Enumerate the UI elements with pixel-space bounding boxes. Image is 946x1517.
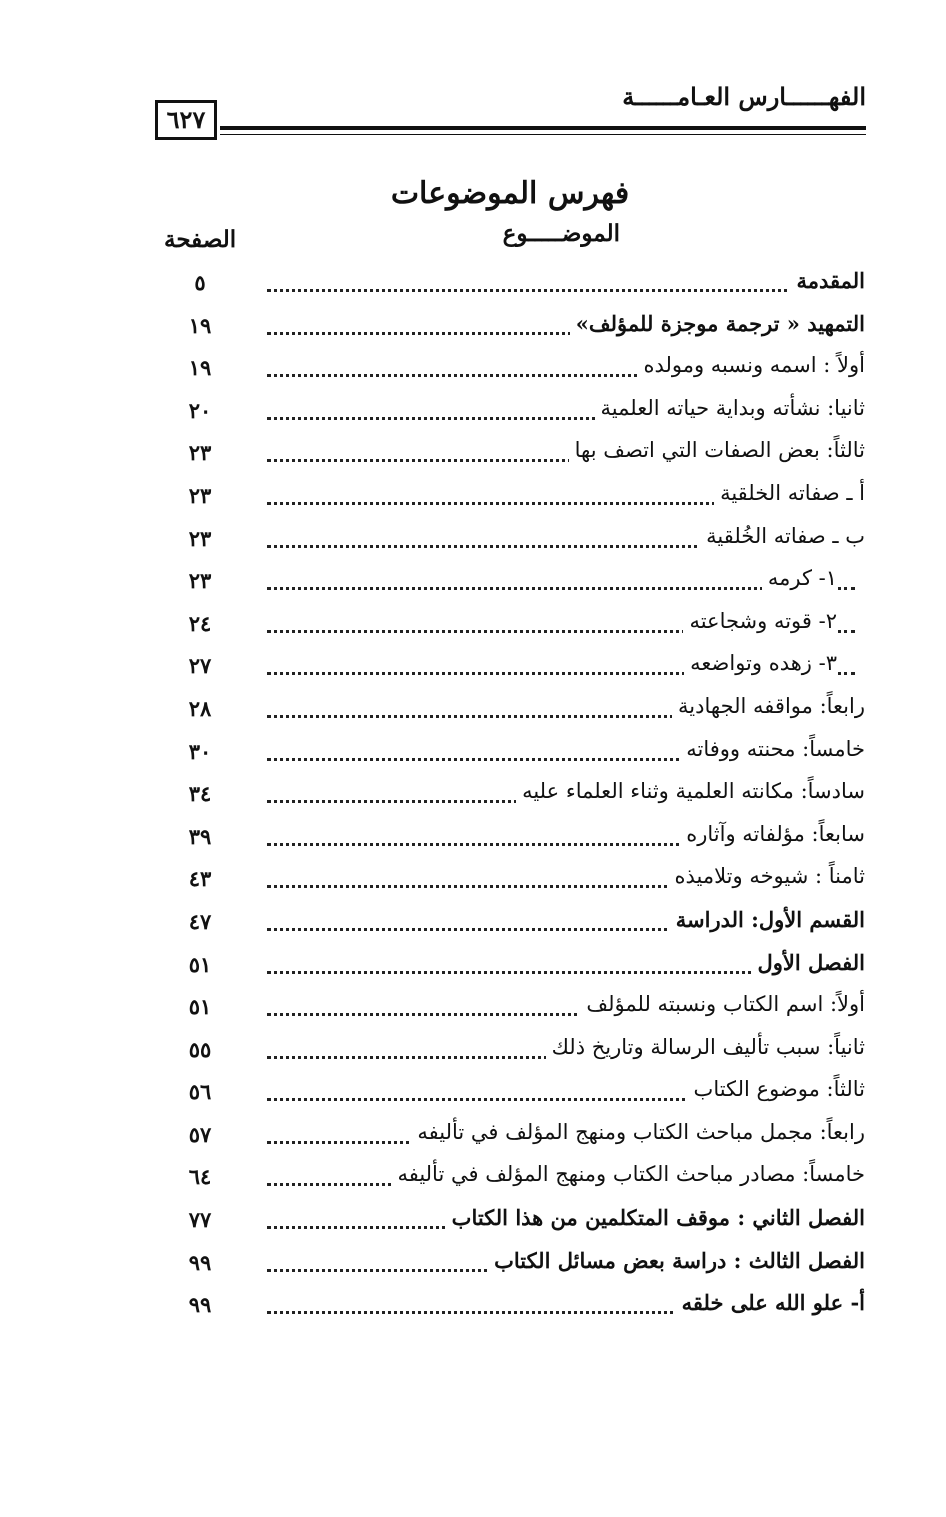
toc-entry-page: ٣٤ <box>188 781 212 807</box>
toc-entry[interactable] <box>155 816 865 859</box>
toc-entry-page: ٥١ <box>188 994 212 1020</box>
toc-entry-page: ٥ <box>194 270 206 295</box>
toc-entry-text: أولاً: اسم الكتاب ونسبته للمؤلف <box>580 992 865 1016</box>
toc-entry-text: أولاً : اسمه ونسبه ومولده <box>637 353 865 377</box>
toc-entry-page: ٢٧ <box>188 653 212 679</box>
toc-entry-text: خامساً: محنته ووفاته <box>680 737 865 761</box>
toc-title: فهرس الموضوعات <box>390 176 630 211</box>
toc-entry-page: ٥٦ <box>188 1079 212 1105</box>
toc-entry-text: ثامناً : شيوخه وتلاميذه <box>669 864 865 888</box>
toc-entry-text: خامساً: مصادر مباحث الكتاب ومنهج المؤلف في تأليفه <box>391 1162 865 1186</box>
toc-entry-page: ٢٨ <box>188 695 212 721</box>
toc-entry-text: ثالثاً: بعض الصفات التي اتصف بها <box>569 438 865 462</box>
toc-entry[interactable] <box>155 347 865 390</box>
toc-entry[interactable] <box>155 944 865 987</box>
toc-entry[interactable] <box>155 390 865 433</box>
toc-entry-text: أ- علو الله على خلقه <box>676 1290 865 1315</box>
toc-entry-text: ب ـ صفاته الخُلقية <box>700 524 865 548</box>
column-topic-heading: الموضـــــوع <box>502 220 620 247</box>
running-header <box>0 76 946 156</box>
toc-entry[interactable] <box>155 1029 865 1072</box>
toc-entry[interactable] <box>155 560 865 603</box>
header-rule-thin <box>220 134 866 135</box>
toc-entry-text: ٣- زهده وتواضعه <box>684 651 837 675</box>
column-page-heading: الصفحة <box>164 226 237 253</box>
toc-entry-page: ١٩ <box>188 312 212 338</box>
toc-list <box>155 262 865 1327</box>
toc-entry-text: أ ـ صفاته الخلقية <box>714 481 865 505</box>
toc-entry-page: ٢٣ <box>188 482 212 508</box>
toc-entry[interactable] <box>155 305 865 348</box>
toc-entry[interactable] <box>155 731 865 774</box>
toc-entry-page: ٩٩ <box>188 1292 212 1318</box>
toc-entry-text: الفصل الأول <box>752 950 866 975</box>
toc-entry-text: القسم الأول: الدراسة <box>670 907 865 932</box>
toc-entry[interactable] <box>155 262 865 305</box>
toc-entry[interactable] <box>155 1114 865 1157</box>
toc-entry-text: التمهيد « ترجمة موجزة للمؤلف» <box>570 311 865 336</box>
running-title: الفهــــــارس العـامــــــة <box>622 82 866 111</box>
toc-entry-page: ٢٣ <box>188 568 212 594</box>
toc-entry-page: ٥٥ <box>188 1036 212 1062</box>
toc-entry[interactable] <box>155 1242 865 1285</box>
toc-entry[interactable] <box>155 432 865 475</box>
toc-entry-page: ٥٧ <box>188 1121 212 1147</box>
toc-entry[interactable] <box>155 645 865 688</box>
toc-entry[interactable] <box>155 1156 865 1199</box>
toc-entry[interactable] <box>155 901 865 944</box>
header-rule <box>220 126 866 130</box>
page-number: ٦٢٧ <box>155 100 217 140</box>
toc-entry[interactable] <box>155 1071 865 1114</box>
toc-entry-page: ٢٤ <box>188 610 212 636</box>
toc-entry-page: ٣٠ <box>188 738 212 764</box>
toc-entry[interactable] <box>155 603 865 646</box>
toc-entry[interactable] <box>155 986 865 1029</box>
toc-entry-page: ٦٤ <box>188 1164 212 1190</box>
toc-entry-text: ثانيا: نشأته وبداية حياته العلمية <box>595 396 866 420</box>
toc-entry-text: رابعاً: مواقفه الجهادية <box>672 694 865 718</box>
toc-entry-page: ٤٧ <box>188 908 212 934</box>
toc-entry[interactable] <box>155 475 865 518</box>
toc-entry-page: ٥١ <box>188 951 212 977</box>
toc-entry-text: سادساً: مكانته العلمية وثناء العلماء عليه <box>516 779 865 803</box>
toc-entry-page: ٢٠ <box>188 397 212 423</box>
toc-entry-page: ٩٩ <box>188 1249 212 1275</box>
toc-entry-page: ٣٩ <box>188 823 212 849</box>
toc-entry-text: ثانياً: سبب تأليف الرسالة وتاريخ ذلك <box>546 1035 865 1059</box>
toc-entry-text: الفصل الثالث : دراسة بعض مسائل الكتاب <box>488 1248 865 1273</box>
toc-entry-text: رابعاً: مجمل مباحث الكتاب ومنهج المؤلف في تأليفه <box>411 1120 865 1144</box>
toc-entry[interactable] <box>155 1199 865 1242</box>
toc-entry[interactable] <box>155 1284 865 1327</box>
toc-entry-text: الفصل الثاني : موقف المتكلمين من هذا الكتاب <box>446 1205 865 1230</box>
toc-entry-page: ٢٣ <box>188 525 212 551</box>
toc-entry[interactable] <box>155 773 865 816</box>
toc-entry[interactable] <box>155 858 865 901</box>
toc-entry-text: ١- كرمه <box>762 566 837 590</box>
toc-entry-text: سابعاً: مؤلفاته وآثاره <box>680 822 865 846</box>
toc-entry-text: ثالثاً: موضوع الكتاب <box>688 1077 865 1101</box>
toc-entry-text: المقدمة <box>790 268 865 293</box>
toc-entry-text: ٢- قوته وشجاعته <box>683 609 837 633</box>
toc-entry[interactable] <box>155 688 865 731</box>
toc-entry[interactable] <box>155 518 865 561</box>
toc-entry-page: ٢٣ <box>188 440 212 466</box>
dot-leader <box>267 289 855 292</box>
toc-entry-page: ١٩ <box>188 355 212 381</box>
toc-entry-page: ٤٣ <box>188 866 212 892</box>
toc-entry-page: ٧٧ <box>188 1207 212 1233</box>
